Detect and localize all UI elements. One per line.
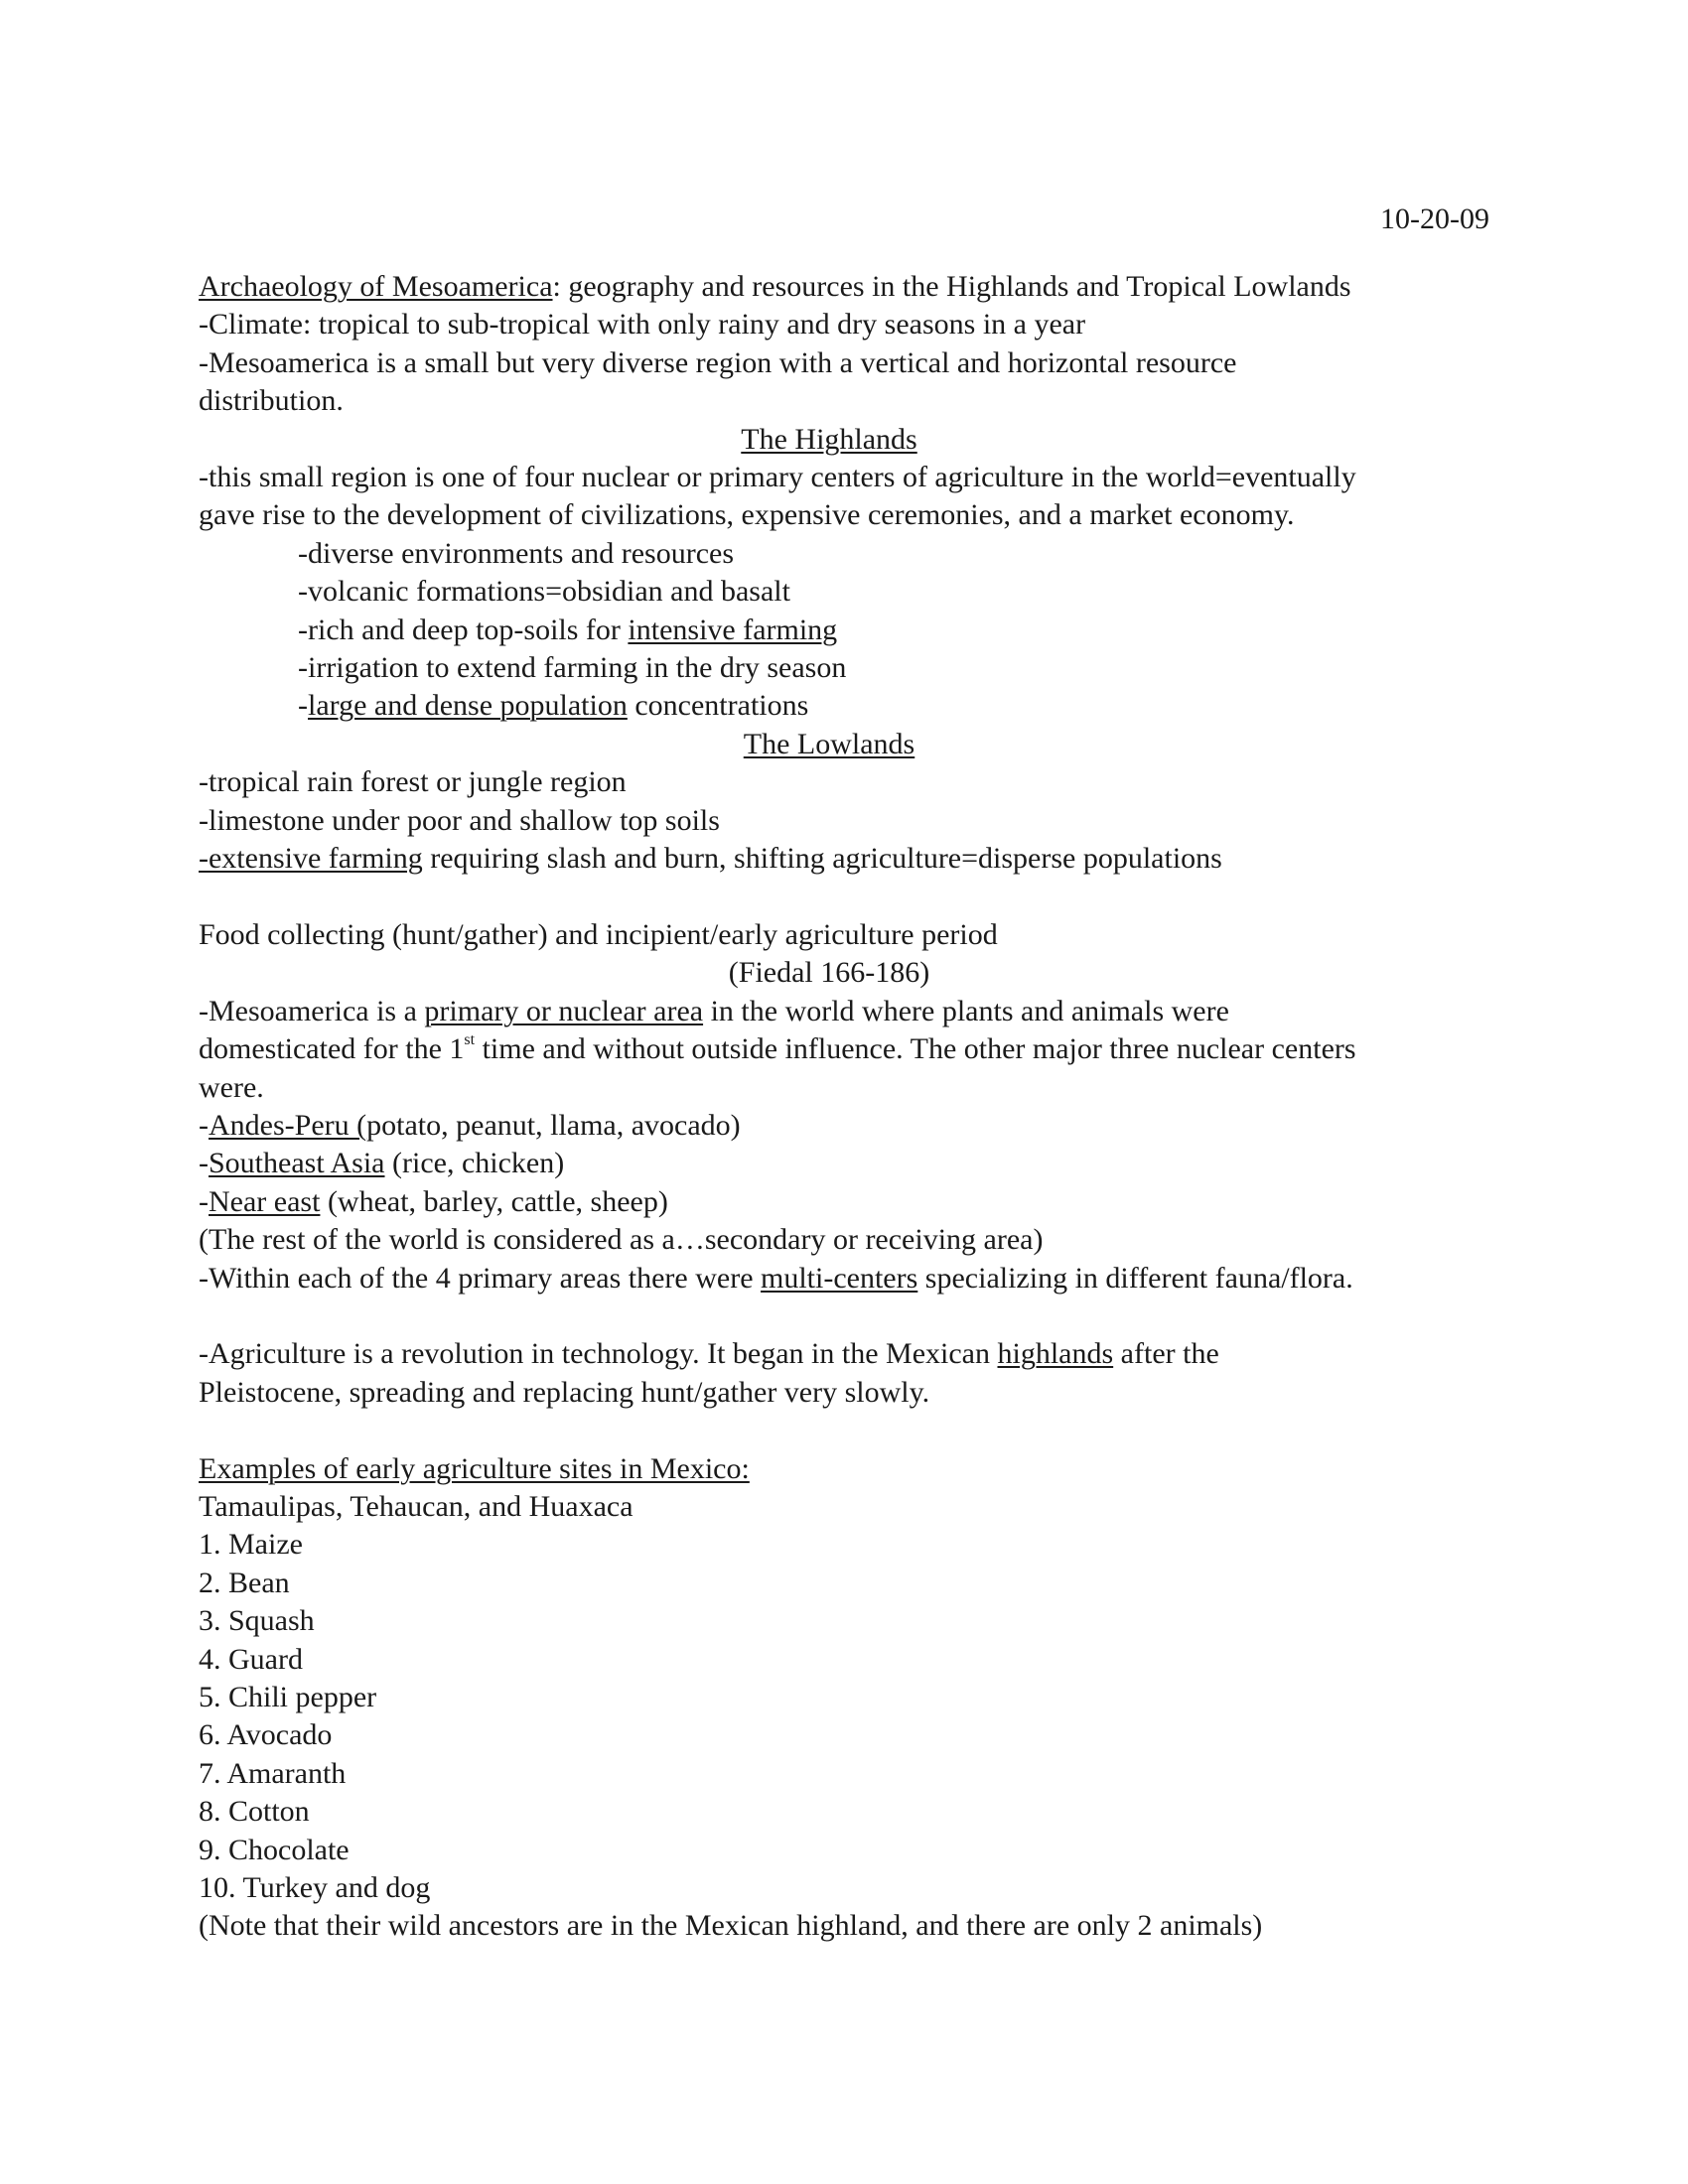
dense-population-term: large and dense population [308, 689, 628, 723]
andes-items: potato, peanut, llama, avocado) [366, 1108, 741, 1142]
highlands-para-1: -this small region is one of four nuclear or primary centers of agriculture in the world=eventually [199, 461, 1356, 494]
crop-item: 4. Guard [199, 1642, 303, 1676]
highlands-bullet-3 [199, 612, 1499, 649]
center-near-east [199, 1183, 1499, 1221]
andes-term: Andes-Peru ( [209, 1108, 367, 1142]
crop-item: 6. Avocado [199, 1718, 333, 1752]
notes-body [199, 268, 1499, 1946]
within-pre: -Within each of the 4 primary areas there were [199, 1261, 762, 1295]
center-southeast-asia [199, 1145, 1499, 1182]
examples-note: (Note that their wild ancestors are in the Mexican highland, and there are only 2 animals) [199, 1909, 1263, 1943]
food-para-1 [199, 993, 1499, 1030]
crop-item: 5. Chili pepper [199, 1680, 377, 1713]
food-reference: (Fiedal 166-186) [728, 956, 930, 990]
lowlands-line-3-rest: requiring slash and burn, shifting agriculture=disperse populations [422, 842, 1222, 876]
agriculture-post: after the [1113, 1337, 1219, 1371]
climate-line: -Climate: tropical to sub-tropical with only rainy and dry seasons in a year [199, 308, 1086, 341]
diverse-line-2: distribution. [199, 384, 344, 418]
crop-item: 7. Amaranth [199, 1756, 347, 1790]
agriculture-line-2: Pleistocene, spreading and replacing hunt/gather very slowly. [199, 1375, 930, 1409]
crop-item: 10. Turkey and dog [199, 1871, 431, 1905]
within-post: specializing in different fauna/flora. [917, 1261, 1353, 1295]
highlands-bullet-4: -irrigation to extend farming in the dry season [298, 651, 847, 685]
ordinal-superscript: st [464, 1031, 476, 1049]
examples-sites: Tamaulipas, Tehaucan, and Huaxaca [199, 1489, 633, 1523]
multi-centers-line [199, 1260, 1499, 1297]
date: 10-20-09 [1380, 203, 1489, 235]
andes-dash: - [199, 1108, 209, 1142]
multi-centers-term: multi-centers [761, 1261, 918, 1295]
southeast-asia-term: Southeast Asia [209, 1147, 385, 1180]
extensive-farming-term: -extensive farming [199, 842, 423, 876]
ne-dash: - [199, 1184, 209, 1218]
lowlands-line-3 [199, 840, 1499, 878]
agriculture-pre: -Agriculture is a revolution in technology. It began in the Mexican [199, 1337, 998, 1371]
crop-item: 9. Chocolate [199, 1833, 350, 1866]
center-andes [199, 1107, 1499, 1145]
diverse-line-1: -Mesoamerica is a small but very diverse region with a vertical and horizontal resource [199, 345, 1237, 379]
bullet-3-text: -rich and deep top-soils for [298, 613, 629, 646]
intensive-farming-term: intensive farming [628, 613, 838, 646]
highlands-bullet-2: -volcanic formations=obsidian and basalt [298, 575, 790, 609]
food-para-2-pre: domesticated for the 1 [199, 1032, 465, 1066]
bullet-5-dash: - [298, 689, 308, 723]
highlands-bullet-5 [199, 687, 1499, 725]
crop-item: 3. Squash [199, 1604, 315, 1638]
food-title: Food collecting (hunt/gather) and incipient/early agriculture period [199, 917, 998, 951]
highlands-heading-text: The Highlands [741, 422, 917, 456]
highlands-heading [199, 421, 1499, 459]
food-para-3: were. [199, 1070, 264, 1104]
lowlands-heading [199, 726, 1499, 763]
crop-item: 1. Maize [199, 1528, 303, 1562]
food-para-2-post: time and without outside influence. The other major three nuclear centers [475, 1032, 1356, 1066]
food-para-1-pre: -Mesoamerica is a [199, 994, 425, 1027]
sea-dash: - [199, 1147, 209, 1180]
highlands-para-2: gave rise to the development of civilizations, expensive ceremonies, and a market economy. [199, 498, 1295, 532]
spacer [199, 1297, 1499, 1335]
sea-items: (rice, chicken) [384, 1147, 565, 1180]
examples-heading-text: Examples of early agriculture sites in Mexico: [199, 1451, 750, 1485]
ne-items: (wheat, barley, cattle, sheep) [320, 1184, 668, 1218]
spacer [199, 1412, 1499, 1449]
crop-item: 2. Bean [199, 1566, 290, 1599]
lowlands-line-2: -limestone under poor and shallow top soils [199, 803, 720, 837]
intro-title-line [199, 268, 1499, 306]
primary-area-term: primary or nuclear area [424, 994, 704, 1027]
highlands-bullet-1: -diverse environments and resources [298, 536, 735, 570]
food-para-2 [199, 1030, 1499, 1068]
bullet-5-rest: concentrations [627, 689, 809, 723]
intro-title-rest: : geography and resources in the Highlands and Tropical Lowlands [552, 270, 1351, 303]
lowlands-line-1: -tropical rain forest or jungle region [199, 765, 627, 799]
lowlands-heading-text: The Lowlands [743, 727, 915, 760]
agriculture-line-1 [199, 1335, 1499, 1373]
spacer [199, 879, 1499, 916]
rest-of-world-line: (The rest of the world is considered as a…secondary or receiving area) [199, 1223, 1044, 1257]
food-para-1-post: in the world where plants and animals were [703, 994, 1229, 1027]
near-east-term: Near east [209, 1184, 321, 1218]
crop-item: 8. Cotton [199, 1795, 310, 1829]
highlands-term: highlands [997, 1337, 1114, 1371]
intro-title: Archaeology of Mesoamerica [199, 270, 553, 303]
examples-heading [199, 1450, 1499, 1488]
